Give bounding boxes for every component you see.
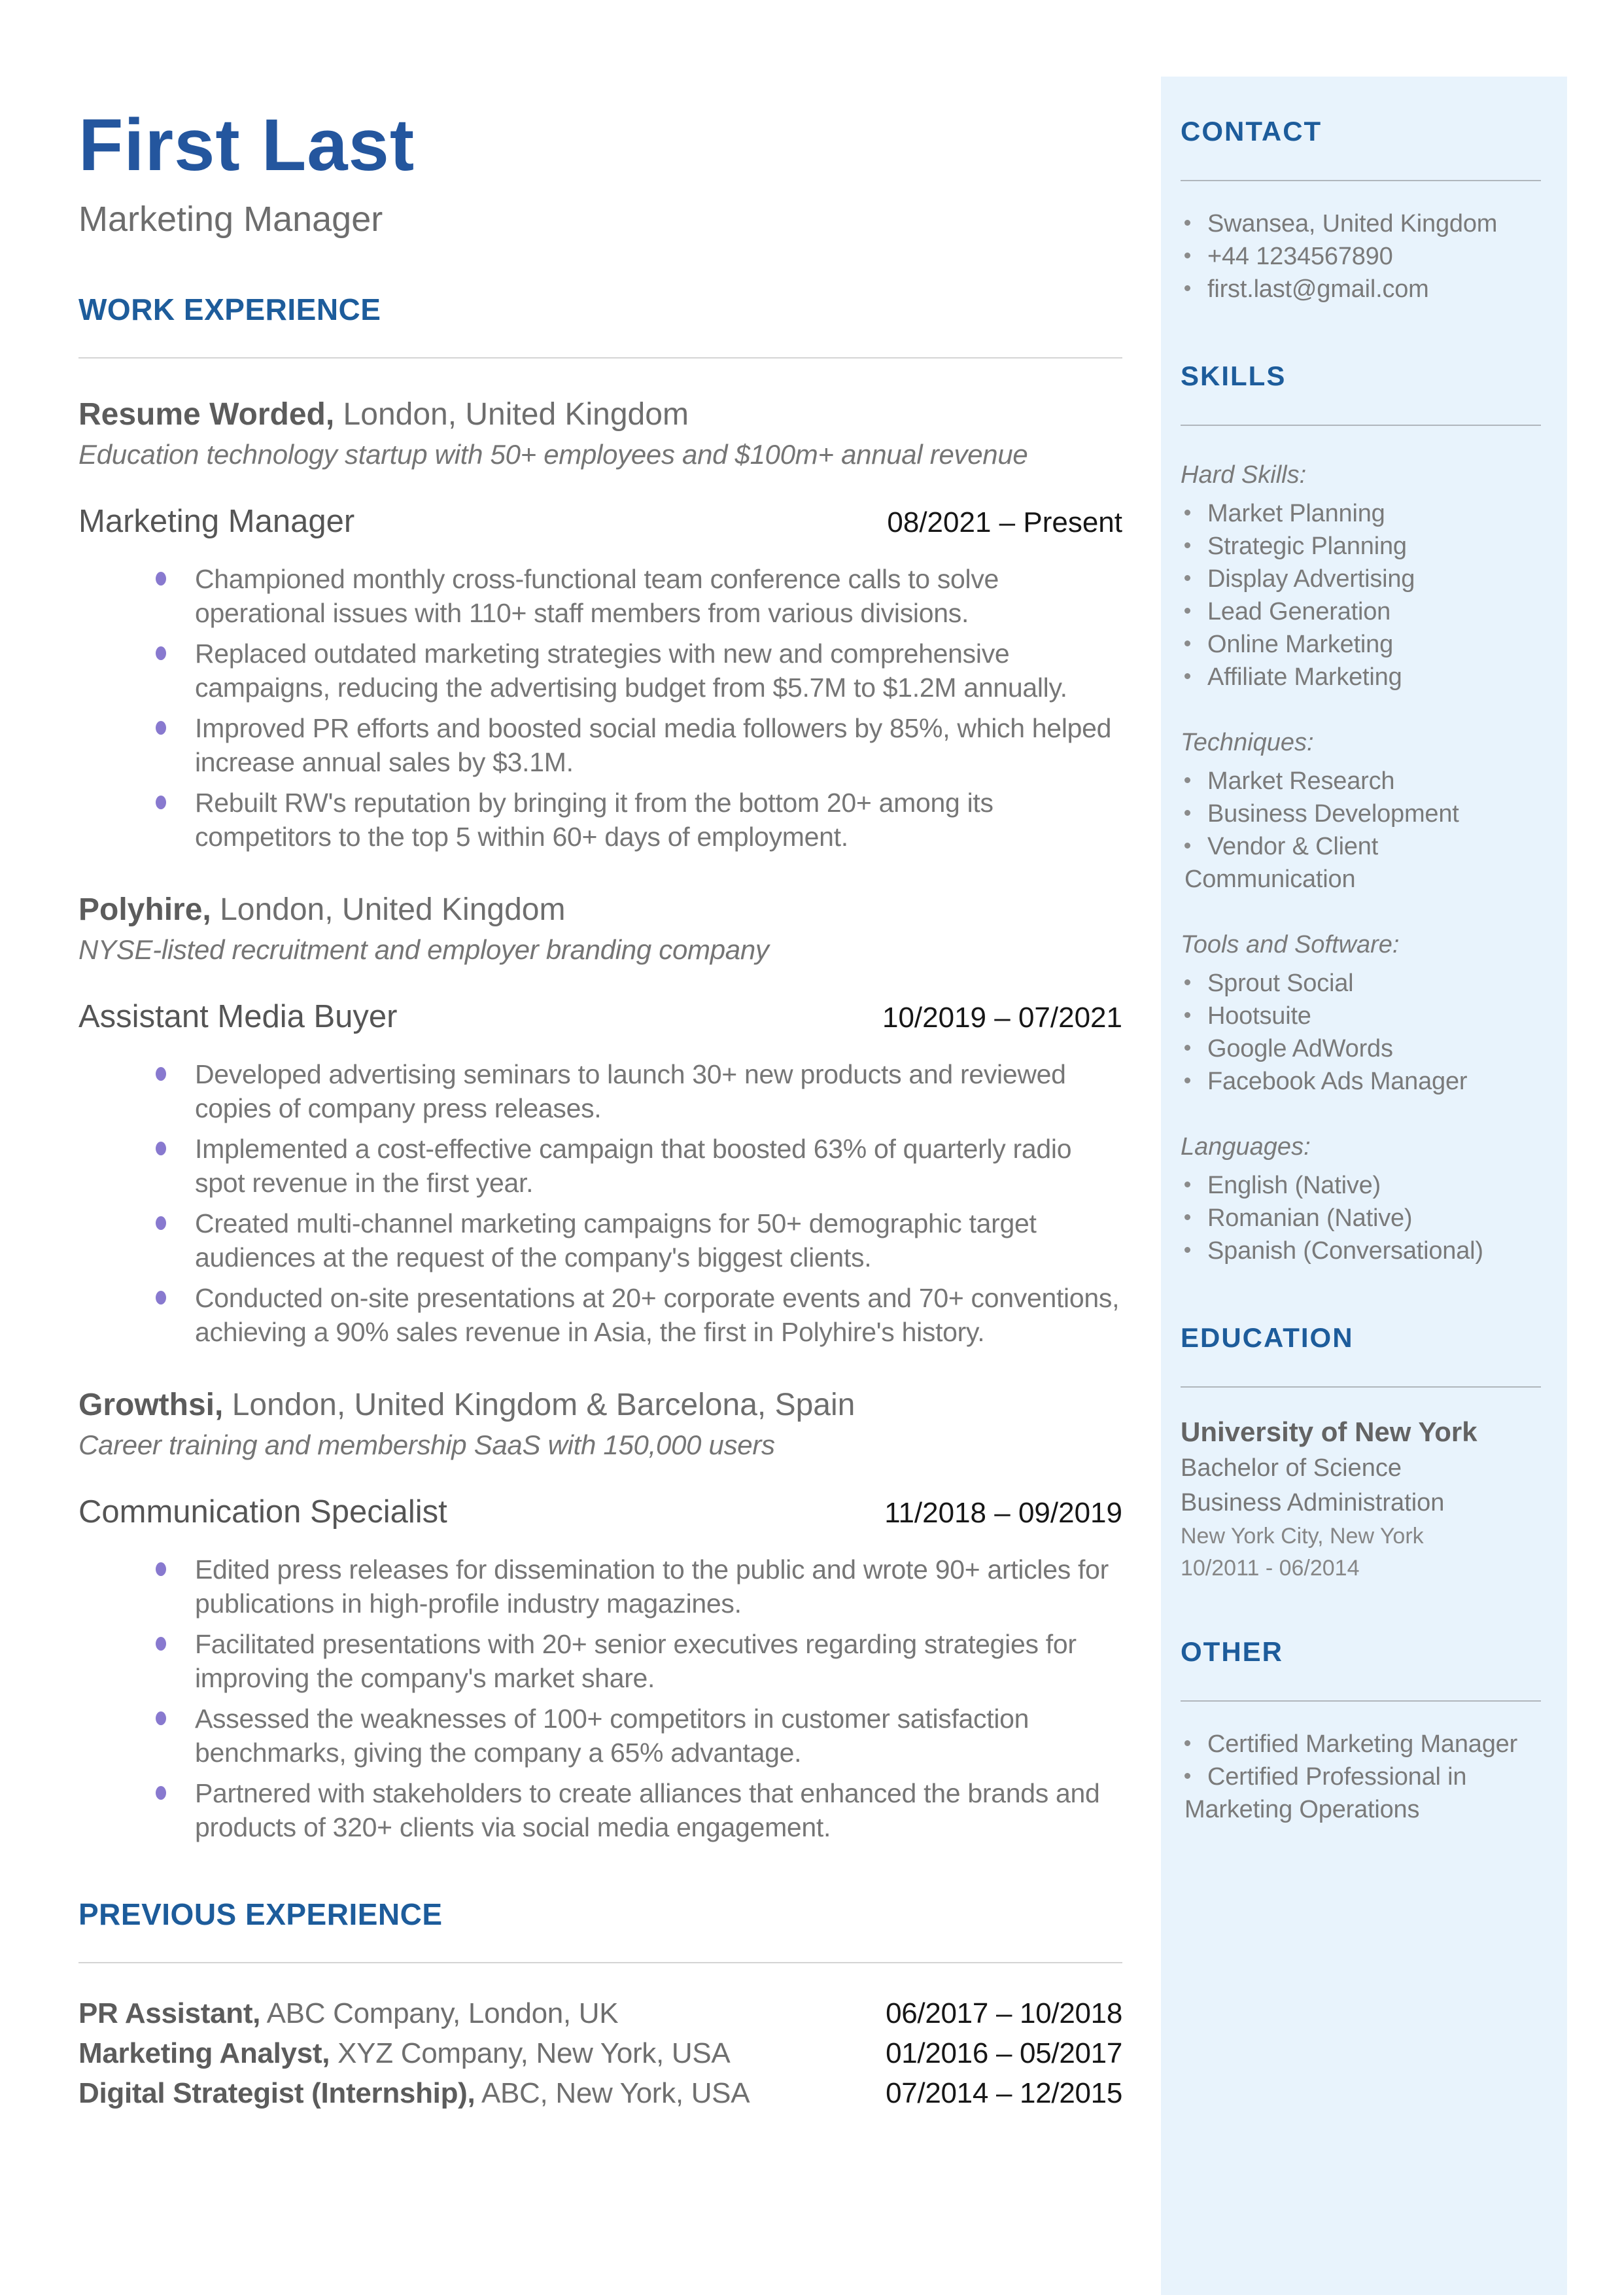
other-section — [1181, 1636, 1541, 1826]
job-role: Marketing Manager — [78, 504, 355, 540]
skill-item — [1181, 1202, 1541, 1235]
previous-experience-list — [78, 1993, 1122, 2113]
company-location: London, United Kingdom — [220, 892, 566, 928]
bullet-text: Conducted on-site presentations at 20+ corporate events and 70+ conventions, achieving a 90% sales revenue in Asia, the first in Polyhire's history. — [195, 1283, 1120, 1348]
skills-section — [1181, 360, 1541, 1267]
skill-text: Lead Generation — [1207, 598, 1391, 625]
role-line — [78, 998, 1122, 1035]
education-section — [1181, 1322, 1541, 1581]
skills-heading: SKILLS — [1181, 360, 1287, 391]
skill-text: Market Planning — [1207, 500, 1385, 527]
other-text: Certified Marketing Manager — [1207, 1730, 1518, 1758]
previous-role-line — [78, 2033, 730, 2073]
bullet-dot-icon — [156, 796, 166, 809]
bullet-dot-icon — [156, 1786, 166, 1800]
skill-item — [1181, 1000, 1541, 1032]
job-bullet — [78, 1627, 1122, 1695]
sidebar-divider — [1181, 425, 1541, 426]
skills-group-techniques — [1181, 729, 1541, 896]
company-name: Polyhire, — [78, 892, 211, 928]
previous-dates: 07/2014 – 12/2015 — [886, 2077, 1122, 2110]
bullet-text: Improved PR efforts and boosted social media followers by 85%, which helped increase annual sales by $3.1M. — [195, 713, 1112, 778]
job-bullet — [78, 1132, 1122, 1200]
bullet-dot-icon — [1184, 1012, 1190, 1018]
company-name: Growthsi, — [78, 1388, 224, 1423]
company-name: Resume Worded, — [78, 397, 335, 432]
bullet-text: Replaced outdated marketing strategies with new and comprehensive campaigns, reducing the advertising budget from $5.7M to $1.2M annually. — [195, 639, 1067, 703]
skill-item — [1181, 1169, 1541, 1202]
skill-text: Display Advertising — [1207, 565, 1415, 593]
skill-text: Business Development — [1207, 800, 1459, 828]
contact-email — [1181, 273, 1541, 306]
bullet-dot-icon — [156, 1562, 166, 1576]
candidate-name: First Last — [78, 104, 415, 186]
job-bullet-list — [78, 562, 1122, 854]
skill-text: English (Native) — [1207, 1172, 1381, 1199]
previous-experience-heading: PREVIOUS EXPERIENCE — [78, 1897, 443, 1932]
skill-item — [1181, 530, 1541, 563]
previous-company: ABC, New York, USA — [481, 2077, 750, 2110]
section-divider — [78, 357, 1122, 359]
company-line — [78, 396, 1122, 432]
bullet-dot-icon — [1184, 1740, 1190, 1746]
role-line — [78, 503, 1122, 540]
skills-group-label: Techniques: — [1181, 729, 1314, 756]
skill-text: Market Research — [1207, 767, 1395, 795]
bullet-dot-icon — [156, 1711, 166, 1725]
role-line — [78, 1494, 1122, 1530]
skill-item — [1181, 497, 1541, 530]
other-heading: OTHER — [1181, 1636, 1283, 1667]
skill-item — [1181, 830, 1541, 896]
bullet-text: Partnered with stakeholders to create alliances that enhanced the brands and products of 320+ clients via social media engagement. — [195, 1778, 1100, 1843]
bullet-dot-icon — [1184, 1045, 1190, 1051]
skill-item — [1181, 1065, 1541, 1098]
contact-phone — [1181, 240, 1541, 273]
skill-text: Google AdWords — [1207, 1035, 1393, 1062]
previous-company: ABC Company, London, UK — [266, 1997, 619, 2030]
job-role: Communication Specialist — [78, 1494, 447, 1530]
bullet-text: Edited press releases for dissemination to the public and wrote 90+ articles for publications in high-profile industry magazines. — [195, 1554, 1109, 1619]
sidebar-panel — [1161, 77, 1567, 2295]
skill-text: Strategic Planning — [1207, 533, 1407, 560]
previous-role-line — [78, 1993, 618, 2033]
bullet-dot-icon — [156, 1067, 166, 1081]
education-school: University of New York — [1181, 1416, 1477, 1447]
company-description: Education technology startup with 50+ employees and $100m+ annual revenue — [78, 439, 1028, 470]
previous-role-line — [78, 2073, 750, 2113]
bullet-text: Championed monthly cross-functional team conference calls to solve operational issues with 110+ staff members from various divisions. — [195, 564, 999, 629]
education-major: Business Administration — [1181, 1489, 1445, 1516]
skill-item — [1181, 595, 1541, 628]
skill-item — [1181, 1032, 1541, 1065]
contact-heading: CONTACT — [1181, 116, 1322, 147]
other-text: Certified Professional in Marketing Operations — [1184, 1763, 1467, 1823]
job-entry — [78, 892, 1122, 1349]
education-degree: Bachelor of Science — [1181, 1454, 1402, 1482]
bullet-dot-icon — [1184, 1214, 1190, 1220]
bullet-dot-icon — [1184, 220, 1190, 226]
job-entry — [78, 396, 1122, 854]
job-bullet-list — [78, 1552, 1122, 1844]
bullet-dot-icon — [156, 572, 166, 586]
job-bullet — [78, 1702, 1122, 1770]
bullet-dot-icon — [1184, 575, 1190, 581]
sidebar-divider — [1181, 180, 1541, 181]
company-line — [78, 1387, 1122, 1423]
skill-text: Romanian (Native) — [1207, 1204, 1413, 1232]
skill-item — [1181, 797, 1541, 830]
job-bullet — [78, 1206, 1122, 1274]
bullet-dot-icon — [1184, 1077, 1190, 1083]
bullet-dot-icon — [156, 1142, 166, 1155]
previous-role: Marketing Analyst, — [78, 2037, 330, 2070]
contact-text: first.last@gmail.com — [1207, 275, 1429, 303]
skills-group-label: Hard Skills: — [1181, 461, 1307, 489]
company-location: London, United Kingdom & Barcelona, Spain — [232, 1388, 855, 1423]
skill-item — [1181, 661, 1541, 693]
skills-list — [1181, 967, 1541, 1098]
bullet-dot-icon — [1184, 1247, 1190, 1253]
bullet-text: Created multi-channel marketing campaigns for 50+ demographic target audiences at the request of the company's biggest clients. — [195, 1208, 1037, 1273]
bullet-dot-icon — [1184, 253, 1190, 258]
skill-item — [1181, 967, 1541, 1000]
bullet-text: Facilitated presentations with 20+ senior executives regarding strategies for improving the company's market share. — [195, 1629, 1077, 1694]
education-heading: EDUCATION — [1181, 1322, 1354, 1353]
section-divider — [78, 1962, 1122, 1963]
skill-text: Spanish (Conversational) — [1207, 1237, 1483, 1265]
bullet-dot-icon — [156, 1216, 166, 1230]
job-bullet-list — [78, 1057, 1122, 1349]
bullet-text: Developed advertising seminars to launch 30+ new products and reviewed copies of company press releases. — [195, 1059, 1066, 1124]
skill-item — [1181, 765, 1541, 797]
bullet-dot-icon — [1184, 608, 1190, 614]
bullet-dot-icon — [1184, 285, 1190, 291]
bullet-text: Implemented a cost-effective campaign that boosted 63% of quarterly radio spot revenue in the first year. — [195, 1134, 1072, 1199]
previous-role: PR Assistant, — [78, 1997, 261, 2030]
bullet-dot-icon — [1184, 640, 1190, 646]
previous-dates: 01/2016 – 05/2017 — [886, 2037, 1122, 2070]
job-bullet — [78, 786, 1122, 854]
bullet-dot-icon — [1184, 777, 1190, 783]
bullet-dot-icon — [1184, 1182, 1190, 1187]
bullet-dot-icon — [1184, 843, 1190, 849]
skill-text: Hootsuite — [1207, 1002, 1311, 1030]
bullet-dot-icon — [1184, 510, 1190, 516]
contact-location — [1181, 207, 1541, 240]
bullet-dot-icon — [1184, 673, 1190, 679]
bullet-dot-icon — [1184, 810, 1190, 816]
skills-group-hard-skills — [1181, 461, 1541, 693]
bullet-dot-icon — [156, 1637, 166, 1651]
bullet-dot-icon — [1184, 542, 1190, 548]
previous-experience-row — [78, 1993, 1122, 2033]
job-dates: 10/2019 – 07/2021 — [882, 1002, 1122, 1034]
company-line — [78, 892, 1122, 928]
job-bullet — [78, 562, 1122, 630]
skill-text: Online Marketing — [1207, 631, 1394, 658]
skills-list — [1181, 497, 1541, 693]
work-experience-heading: WORK EXPERIENCE — [78, 292, 381, 327]
job-bullet — [78, 1057, 1122, 1125]
job-entry — [78, 1387, 1122, 1844]
job-bullet — [78, 711, 1122, 779]
other-list — [1181, 1728, 1541, 1826]
contact-section — [1181, 116, 1541, 306]
skill-item — [1181, 628, 1541, 661]
bullet-text: Assessed the weaknesses of 100+ competitors in customer satisfaction benchmarks, giving the company a 65% advantage. — [195, 1704, 1029, 1768]
bullet-dot-icon — [1184, 979, 1190, 985]
bullet-dot-icon — [156, 1291, 166, 1305]
contact-list — [1181, 207, 1541, 306]
job-bullet — [78, 1281, 1122, 1349]
skills-list — [1181, 1169, 1541, 1267]
bullet-dot-icon — [156, 646, 166, 660]
skills-group-label: Tools and Software: — [1181, 931, 1400, 958]
skills-group-label: Languages: — [1181, 1133, 1311, 1161]
previous-company: XYZ Company, New York, USA — [337, 2037, 731, 2070]
bullet-text: Rebuilt RW's reputation by bringing it from the bottom 20+ among its competitors to the top 5 within 60+ days of employment. — [195, 788, 993, 852]
candidate-title: Marketing Manager — [78, 200, 383, 239]
job-bullet — [78, 1776, 1122, 1844]
skills-list — [1181, 765, 1541, 896]
previous-dates: 06/2017 – 10/2018 — [886, 1997, 1122, 2030]
skill-text: Facebook Ads Manager — [1207, 1068, 1468, 1095]
skill-item — [1181, 563, 1541, 595]
job-role: Assistant Media Buyer — [78, 999, 398, 1035]
bullet-dot-icon — [1184, 1773, 1190, 1779]
job-dates: 11/2018 – 09/2019 — [884, 1497, 1122, 1530]
skill-text: Sprout Social — [1207, 970, 1354, 997]
company-description: NYSE-listed recruitment and employer branding company — [78, 934, 769, 966]
skill-item — [1181, 1235, 1541, 1267]
skills-group-languages — [1181, 1133, 1541, 1267]
sidebar-divider — [1181, 1386, 1541, 1388]
company-description: Career training and membership SaaS with 150,000 users — [78, 1429, 775, 1461]
sidebar-divider — [1181, 1700, 1541, 1702]
skill-text: Affiliate Marketing — [1207, 663, 1402, 691]
skills-group-tools — [1181, 931, 1541, 1098]
main-column — [78, 0, 1122, 2113]
previous-role: Digital Strategist (Internship), — [78, 2077, 475, 2110]
job-bullet — [78, 637, 1122, 705]
skill-text: Vendor & Client Communication — [1184, 833, 1379, 893]
company-location: London, United Kingdom — [343, 397, 689, 432]
education-location: New York City, New York — [1181, 1524, 1424, 1549]
job-dates: 08/2021 – Present — [887, 506, 1122, 539]
previous-experience-row — [78, 2033, 1122, 2073]
contact-text: +44 1234567890 — [1207, 243, 1393, 270]
other-item — [1181, 1761, 1541, 1826]
previous-experience-row — [78, 2073, 1122, 2113]
bullet-dot-icon — [156, 721, 166, 735]
education-dates: 10/2011 - 06/2014 — [1181, 1556, 1360, 1581]
other-item — [1181, 1728, 1541, 1761]
job-bullet — [78, 1552, 1122, 1621]
contact-text: Swansea, United Kingdom — [1207, 210, 1498, 237]
